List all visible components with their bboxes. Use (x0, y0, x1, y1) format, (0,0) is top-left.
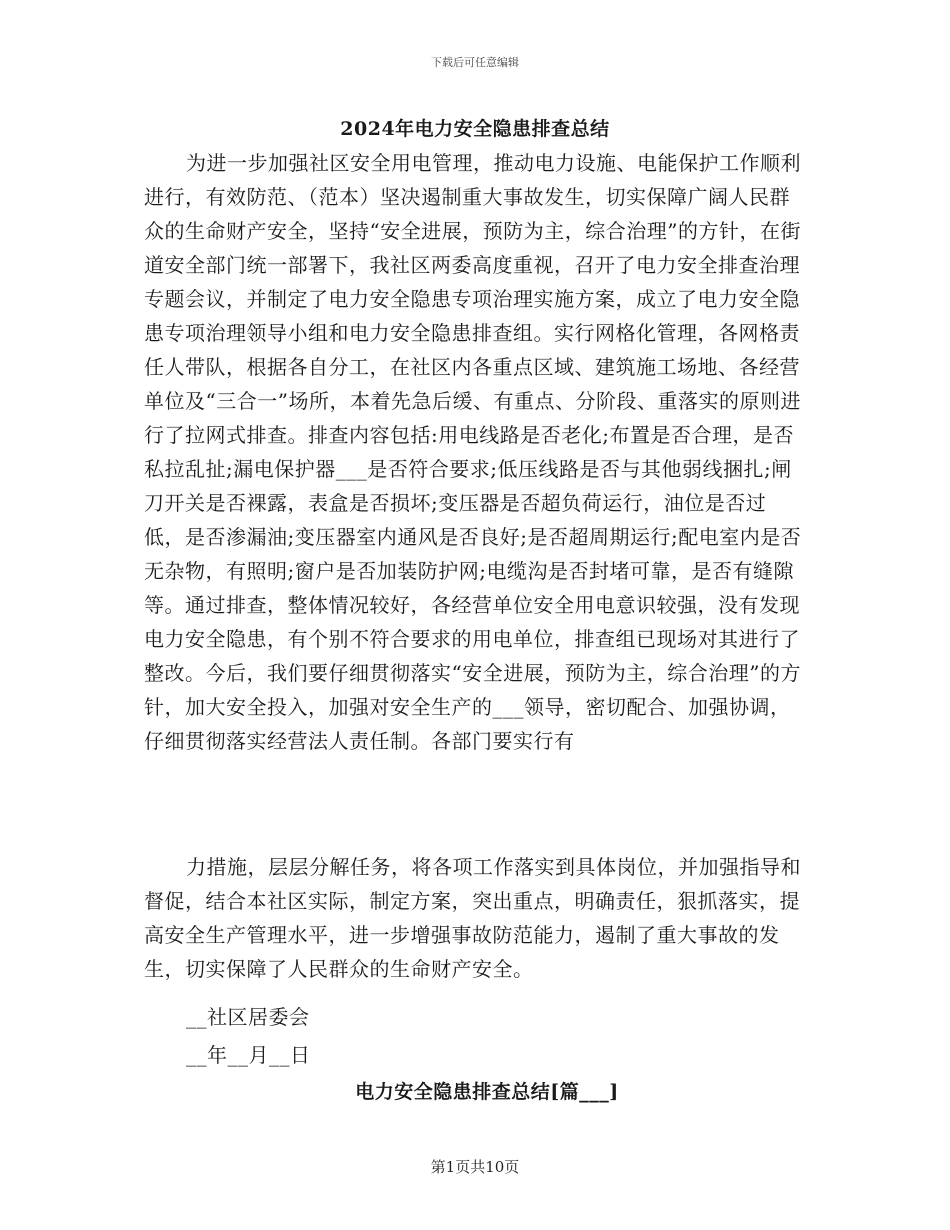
date-line: __年__月__日 (186, 1043, 311, 1067)
next-section-title: 电力安全隐患排查总结[篇___] (355, 1081, 619, 1103)
page-footer-number: 第1页共10页 (430, 1158, 520, 1176)
page-header-note: 下载后可任意编辑 (431, 56, 519, 69)
body-paragraph-2: 力措施，层层分解任务，将各项工作落实到具体岗位，并加强指导和督促，结合本社区实际，制定方案，突出重点，明确责任，狠抓落实，提高安全生产管理水平，进一步增强事故防范能力，遏制了重大事故的发生，切实保障了人民群众的生命财产安全。 (144, 855, 801, 981)
body-paragraph-1: 为进一步加强社区安全用电管理，推动电力设施、电能保护工作顺利进行，有效防范、（范本）坚决遏制重大事故发生，切实保障广阔人民群众的生命财产安全，坚持“安全进展，预防为主，综合治理”的方针，在街道安全部门统一部署下，我社区两委高度重视，召开了电力安全排查治理专题会议，并制定了电力安全隐患专项治理实施方案，成立了电力安全隐患专项治理领导小组和电力安全隐患排查组。实行网格化管理，各网格责任人带队，根据各自分工，在社区内各重点区域、建筑施工场地、各经营单位及“三合一”场所，本着先急后缓、有重点、分阶段、重落实的原则进行了拉网式排查。排查内容包括:用电线路是否老化;布置是否合理，是否私拉乱扯;漏电保护器___是否符合要求;低压线路是否与其他弱线捆扎;闸刀开关是否裸露，表盒是否损坏;变压器是否超负荷运行，油位是否过低，是否渗漏油;变压器室内通风是否良好;是否超周期运行;配电室内是否无杂物，有照明;窗户是否加装防护网;电缆沟是否封堵可靠，是否有缝隙等。通过排查，整体情况较好，各经营单位安全用电意识较强，没有发现电力安全隐患，有个别不符合要求的用电单位，排查组已现场对其进行了整改。今后，我们要仔细贯彻落实“安全进展，预防为主，综合治理”的方针，加大安全投入，加强对安全生产的___领导，密切配合、加强协调，仔细贯彻落实经营法人责任制。各部门要实行有 (144, 151, 802, 753)
document-title: 2024年电力安全隐患排查总结 (340, 118, 610, 140)
signature-line: __社区居委会 (186, 1005, 310, 1029)
